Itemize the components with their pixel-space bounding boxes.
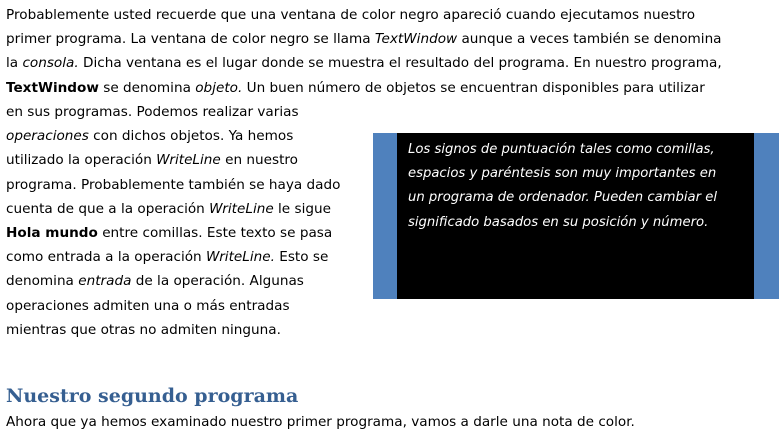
text-line — [6, 27, 722, 51]
text-line — [6, 76, 722, 100]
text-line — [6, 100, 340, 124]
callout-right-bar — [754, 133, 779, 299]
text-line — [6, 51, 722, 75]
emphasis-writeline: WriteLine — [156, 152, 221, 169]
text-run: con dichos objetos. Ya hemos — [88, 128, 294, 145]
text-run: denomina — [6, 273, 79, 290]
text-line — [6, 124, 340, 148]
bold-hola-mundo: Hola mundo — [6, 225, 98, 242]
text-line — [6, 318, 340, 342]
emphasis-operaciones: operaciones — [6, 128, 89, 145]
text-run: en sus programas. Podemos realizar varias — [6, 104, 299, 120]
text-run: aunque a veces también se denomina — [457, 31, 722, 48]
emphasis-writeline: WriteLine. — [206, 249, 275, 266]
callout-line: significado basados en su posición y número. — [408, 214, 709, 230]
emphasis-objeto: objeto. — [195, 79, 243, 96]
section-paragraph — [6, 410, 635, 434]
text-run: operaciones admiten una o más entradas — [6, 297, 290, 314]
text-run: como entrada a la operación — [6, 249, 206, 266]
emphasis-writeline: WriteLine — [209, 200, 274, 217]
callout-line: espacios y paréntesis son muy importantes en — [408, 166, 717, 182]
text-run: Esto se — [274, 249, 329, 266]
text-run: Un buen número de objetos se encuentran disponibles para utilizar — [242, 79, 705, 96]
emphasis-consola: consola. — [22, 55, 79, 72]
text-run: programa. Probablemente también se haya dado — [6, 176, 341, 193]
text-run: en nuestro — [220, 152, 299, 169]
text-line — [6, 173, 340, 197]
callout-text — [408, 138, 717, 235]
tip-callout-box — [373, 133, 779, 299]
text-line: Ahora que ya hemos examinado nuestro primer programa, vamos a darle una nota de color. — [6, 414, 635, 430]
text-run: cuenta de que a la operación — [6, 200, 210, 217]
text-line — [6, 3, 722, 27]
callout-left-bar — [373, 133, 397, 299]
text-run: primer programa. La ventana de color negro se llama — [6, 31, 375, 48]
text-line — [6, 221, 340, 245]
text-line — [6, 197, 340, 221]
text-line — [6, 148, 340, 172]
text-line — [6, 294, 340, 318]
text-run: entre comillas. Este texto se pasa — [97, 225, 333, 242]
callout-line: un programa de ordenador. Pueden cambiar el — [408, 190, 718, 206]
bold-textwindow: TextWindow — [6, 79, 99, 96]
text-line — [6, 245, 340, 269]
text-run: Probablemente usted recuerde que una ventana de color negro apareció cuando ejecutamos nuestro — [6, 7, 696, 23]
text-run: utilizado la operación — [6, 152, 157, 169]
text-run: le sigue — [273, 200, 331, 217]
text-run: la — [6, 55, 23, 72]
section-heading: Nuestro segundo programa — [6, 385, 299, 407]
emphasis-entrada: entrada — [78, 273, 132, 290]
text-run: mientras que otras no admiten ninguna. — [6, 321, 281, 338]
text-run: de la operación. Algunas — [131, 273, 304, 290]
text-run: se denomina — [98, 79, 196, 96]
text-run: Dicha ventana es el lugar donde se muestra el resultado del programa. En nuestro programa, — [78, 55, 722, 72]
wrapped-paragraph — [6, 100, 340, 342]
emphasis-textwindow: TextWindow — [374, 31, 458, 48]
text-line — [6, 269, 340, 293]
callout-line: Los signos de puntuación tales como comillas, — [408, 142, 715, 157]
intro-paragraph — [6, 3, 722, 100]
